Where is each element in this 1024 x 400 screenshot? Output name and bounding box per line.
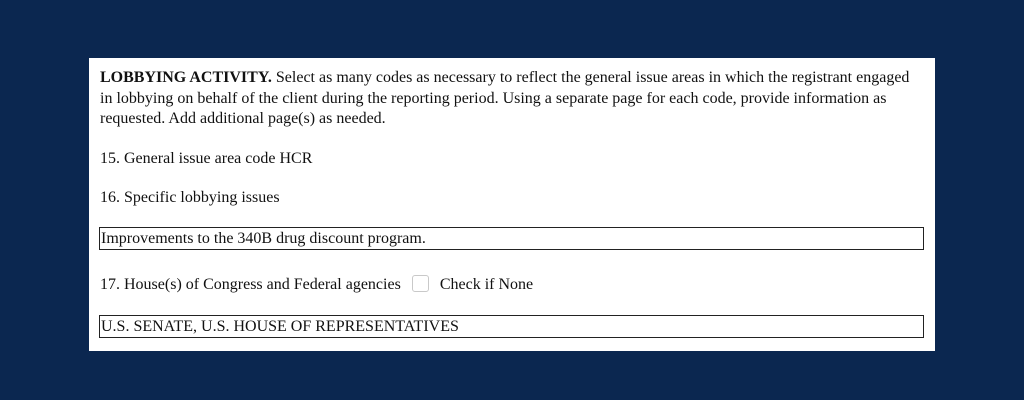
- section-heading: LOBBYING ACTIVITY.: [100, 69, 272, 86]
- section-intro: [100, 68, 910, 130]
- check-if-none-checkbox[interactable]: [412, 275, 429, 292]
- section-instructions: Select as many codes as necessary to reflect the general issue areas in which the registrant engaged in lobbying on behalf of the client during the reporting period. Using a separate page for each code, provide information as requested. Add additional page(s) as needed.: [100, 69, 910, 127]
- general-issue-area-code-label: 15. General issue area code HCR: [100, 150, 313, 167]
- houses-agencies-row: [100, 276, 533, 294]
- houses-agencies-label: 17. House(s) of Congress and Federal agencies: [100, 276, 401, 293]
- specific-lobbying-issues-label: 16. Specific lobbying issues: [100, 189, 280, 206]
- lobbying-activity-panel: [89, 58, 935, 351]
- specific-lobbying-issues-field[interactable]: Improvements to the 340B drug discount program.: [99, 227, 924, 250]
- check-if-none-label: Check if None: [439, 276, 534, 293]
- houses-agencies-field[interactable]: U.S. SENATE, U.S. HOUSE OF REPRESENTATIVES: [99, 315, 924, 338]
